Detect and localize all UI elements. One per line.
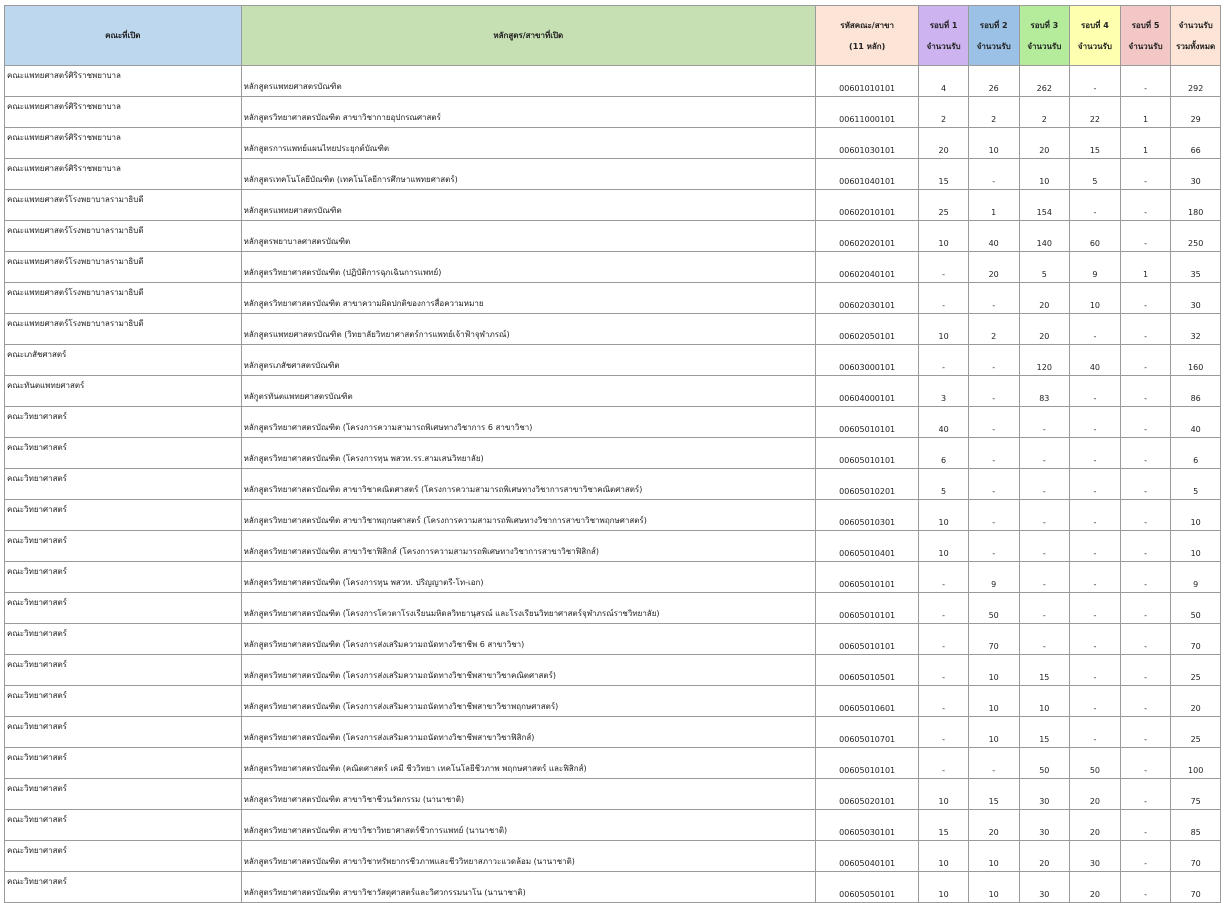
round1-cell: 10 bbox=[919, 221, 969, 252]
faculty-cell: คณะวิทยาศาสตร์ bbox=[5, 748, 242, 779]
round4-cell: - bbox=[1070, 500, 1121, 531]
round3-cell: 20 bbox=[1019, 283, 1070, 314]
round4-header bbox=[1070, 6, 1121, 66]
round3-cell: 83 bbox=[1019, 376, 1070, 407]
program-cell: หลักสูตรวิทยาศาสตรบัณฑิต (โครงการส่งเสริมความถนัดทางวิชาชีพ 6 สาขาวิชา) bbox=[241, 624, 815, 655]
total-cell: 70 bbox=[1171, 841, 1221, 872]
code-cell: 00605010601 bbox=[816, 686, 919, 717]
round2-cell: 9 bbox=[968, 562, 1019, 593]
total-cell: 25 bbox=[1171, 717, 1221, 748]
round3-cell: 30 bbox=[1019, 779, 1070, 810]
faculty-cell: คณะแพทยศาสตร์โรงพยาบาลรามาธิบดี bbox=[5, 221, 242, 252]
code-cell: 00602040101 bbox=[816, 252, 919, 283]
round2-cell: 10 bbox=[968, 841, 1019, 872]
round3-cell: 5 bbox=[1019, 252, 1070, 283]
total-cell: 66 bbox=[1171, 128, 1221, 159]
code-cell: 00605010201 bbox=[816, 469, 919, 500]
round4-cell: 40 bbox=[1070, 345, 1121, 376]
round5-cell: 1 bbox=[1120, 252, 1171, 283]
code-cell: 00605050101 bbox=[816, 872, 919, 903]
faculty-cell: คณะทันตแพทยศาสตร์ bbox=[5, 376, 242, 407]
round5-cell: - bbox=[1120, 221, 1171, 252]
round2-cell: 1 bbox=[968, 190, 1019, 221]
round4-cell: - bbox=[1070, 314, 1121, 345]
round2-cell: - bbox=[968, 748, 1019, 779]
program-cell: หลักสูตรวิทยาศาสตรบัณฑิต (โครงการส่งเสริมความถนัดทางวิชาชีพสาขาวิชาคณิตศาสตร์) bbox=[241, 655, 815, 686]
round1-cell: - bbox=[919, 748, 969, 779]
program-cell: หลักสูตรวิทยาศาสตรบัณฑิต สาขาความผิดปกติของการสื่อความหมาย bbox=[241, 283, 815, 314]
program-cell: หลักสูตรวิทยาศาสตรบัณฑิต สาขาวิชาวิทยาศาสตร์ชีวการแพทย์ (นานาชาติ) bbox=[241, 810, 815, 841]
faculty-cell: คณะวิทยาศาสตร์ bbox=[5, 531, 242, 562]
round1-cell: - bbox=[919, 562, 969, 593]
round2-header-label: รอบที่ 2 bbox=[979, 20, 1008, 30]
round4-cell: - bbox=[1070, 686, 1121, 717]
table-row bbox=[5, 283, 1221, 314]
code-header-sub: (11 หลัก) bbox=[849, 41, 886, 51]
round2-cell: 10 bbox=[968, 128, 1019, 159]
faculty-cell: คณะวิทยาศาสตร์ bbox=[5, 562, 242, 593]
round3-cell: 20 bbox=[1019, 314, 1070, 345]
total-cell: 75 bbox=[1171, 779, 1221, 810]
round1-header-label: รอบที่ 1 bbox=[929, 20, 958, 30]
total-cell: 30 bbox=[1171, 159, 1221, 190]
round5-cell: - bbox=[1120, 717, 1171, 748]
total-cell: 9 bbox=[1171, 562, 1221, 593]
round4-cell: - bbox=[1070, 531, 1121, 562]
total-cell: 86 bbox=[1171, 376, 1221, 407]
faculty-cell: คณะวิทยาศาสตร์ bbox=[5, 717, 242, 748]
round4-cell: 5 bbox=[1070, 159, 1121, 190]
code-header bbox=[816, 6, 919, 66]
round2-cell: 20 bbox=[968, 252, 1019, 283]
round1-cell: - bbox=[919, 593, 969, 624]
round2-header-sub: จำนวนรับ bbox=[976, 41, 1011, 51]
round5-cell: - bbox=[1120, 283, 1171, 314]
round4-cell: - bbox=[1070, 655, 1121, 686]
total-cell: 25 bbox=[1171, 655, 1221, 686]
code-cell: 00602030101 bbox=[816, 283, 919, 314]
round1-cell: - bbox=[919, 686, 969, 717]
round5-cell: - bbox=[1120, 841, 1171, 872]
round1-cell: - bbox=[919, 624, 969, 655]
round4-cell: 10 bbox=[1070, 283, 1121, 314]
round5-cell: - bbox=[1120, 438, 1171, 469]
total-cell: 10 bbox=[1171, 500, 1221, 531]
total-cell: 30 bbox=[1171, 283, 1221, 314]
faculty-cell: คณะวิทยาศาสตร์ bbox=[5, 655, 242, 686]
total-cell: 6 bbox=[1171, 438, 1221, 469]
faculty-cell: คณะแพทยศาสตร์โรงพยาบาลรามาธิบดี bbox=[5, 314, 242, 345]
round3-cell: - bbox=[1019, 407, 1070, 438]
program-cell: หลักสูตรวิทยาศาสตรบัณฑิต (คณิตศาสตร์ เคมี ชีววิทยา เทคโนโลยีชีวภาพ พฤกษศาสตร์ และฟิสิกส์) bbox=[241, 748, 815, 779]
code-cell: 00605010101 bbox=[816, 407, 919, 438]
table-row bbox=[5, 655, 1221, 686]
faculty-cell: คณะแพทยศาสตร์ศิริราชพยาบาล bbox=[5, 128, 242, 159]
table-row bbox=[5, 407, 1221, 438]
round5-cell: - bbox=[1120, 748, 1171, 779]
program-cell: หลักสูตรวิทยาศาสตรบัณฑิต สาขาวิชาวัสดุศาสตร์และวิศวกรรมนาโน (นานาชาติ) bbox=[241, 872, 815, 903]
total-cell: 70 bbox=[1171, 872, 1221, 903]
program-cell: หลักสูตรการแพทย์แผนไทยประยุกต์บัณฑิต bbox=[241, 128, 815, 159]
round4-cell: 9 bbox=[1070, 252, 1121, 283]
admission-quota-table bbox=[4, 5, 1221, 903]
table-row bbox=[5, 562, 1221, 593]
program-cell: หลักสูตรวิทยาศาสตรบัณฑิต (โครงการส่งเสริมความถนัดทางวิชาชีพสาขาวิชาพฤกษศาสตร์) bbox=[241, 686, 815, 717]
code-cell: 00605010101 bbox=[816, 438, 919, 469]
round4-cell: 20 bbox=[1070, 872, 1121, 903]
program-cell: หลักสูตรวิทยาศาสตรบัณฑิต สาขาวิชาฟิสิกส์ (โครงการความสามารถพิเศษทางวิชาการสาขาวิชาฟิสิกส์) bbox=[241, 531, 815, 562]
round4-cell: 60 bbox=[1070, 221, 1121, 252]
round1-header-sub: จำนวนรับ bbox=[926, 41, 961, 51]
round2-cell: 50 bbox=[968, 593, 1019, 624]
code-cell: 00605010101 bbox=[816, 748, 919, 779]
round1-cell: 10 bbox=[919, 531, 969, 562]
table-row bbox=[5, 66, 1221, 97]
round3-header-label: รอบที่ 3 bbox=[1030, 20, 1059, 30]
round1-header bbox=[919, 6, 969, 66]
round5-cell: - bbox=[1120, 407, 1171, 438]
round2-cell: - bbox=[968, 345, 1019, 376]
total-cell: 50 bbox=[1171, 593, 1221, 624]
program-cell: หลักสูตรวิทยาศาสตรบัณฑิต (โครงการทุน พสวท.รร.สามเสนวิทยาลัย) bbox=[241, 438, 815, 469]
round5-header bbox=[1120, 6, 1171, 66]
table-row bbox=[5, 593, 1221, 624]
round3-cell: 154 bbox=[1019, 190, 1070, 221]
round1-cell: 10 bbox=[919, 500, 969, 531]
total-cell: 160 bbox=[1171, 345, 1221, 376]
table-row bbox=[5, 810, 1221, 841]
program-cell: หลักสูตรวิทยาศาสตรบัณฑิต สาขาวิชาทรัพยากรชีวภาพและชีววิทยาสภาวะแวดล้อม (นานาชาติ) bbox=[241, 841, 815, 872]
faculty-header: คณะที่เปิด bbox=[5, 6, 242, 66]
round2-cell: - bbox=[968, 376, 1019, 407]
table-row bbox=[5, 128, 1221, 159]
faculty-cell: คณะวิทยาศาสตร์ bbox=[5, 810, 242, 841]
faculty-cell: คณะวิทยาศาสตร์ bbox=[5, 438, 242, 469]
round4-cell: 20 bbox=[1070, 779, 1121, 810]
total-cell: 32 bbox=[1171, 314, 1221, 345]
total-cell: 5 bbox=[1171, 469, 1221, 500]
round3-cell: 140 bbox=[1019, 221, 1070, 252]
round3-cell: - bbox=[1019, 593, 1070, 624]
round5-cell: - bbox=[1120, 66, 1171, 97]
table-body bbox=[5, 66, 1221, 903]
table-row bbox=[5, 314, 1221, 345]
table-row bbox=[5, 221, 1221, 252]
total-cell: 85 bbox=[1171, 810, 1221, 841]
total-header bbox=[1171, 6, 1221, 66]
program-cell: หลักสูตรวิทยาศาสตรบัณฑิต สาขาวิชาคณิตศาสตร์ (โครงการความสามารถพิเศษทางวิชาการสาขาวิชาคณิตศาสตร์) bbox=[241, 469, 815, 500]
round3-cell: 50 bbox=[1019, 748, 1070, 779]
round1-cell: 2 bbox=[919, 97, 969, 128]
round1-cell: - bbox=[919, 717, 969, 748]
round4-header-label: รอบที่ 4 bbox=[1081, 20, 1109, 30]
round1-cell: 20 bbox=[919, 128, 969, 159]
round1-cell: 10 bbox=[919, 314, 969, 345]
round1-cell: 5 bbox=[919, 469, 969, 500]
table-row bbox=[5, 345, 1221, 376]
table-row bbox=[5, 159, 1221, 190]
code-cell: 00605010101 bbox=[816, 624, 919, 655]
round5-cell: - bbox=[1120, 469, 1171, 500]
code-cell: 00605020101 bbox=[816, 779, 919, 810]
faculty-cell: คณะวิทยาศาสตร์ bbox=[5, 593, 242, 624]
faculty-cell: คณะวิทยาศาสตร์ bbox=[5, 469, 242, 500]
round1-cell: 10 bbox=[919, 872, 969, 903]
code-cell: 00605010101 bbox=[816, 593, 919, 624]
program-cell: หลักสูตรวิทยาศาสตรบัณฑิต (โครงการส่งเสริมความถนัดทางวิชาชีพสาขาวิชาฟิสิกส์) bbox=[241, 717, 815, 748]
header-row bbox=[5, 6, 1221, 66]
round3-cell: - bbox=[1019, 624, 1070, 655]
round5-cell: - bbox=[1120, 314, 1171, 345]
total-cell: 292 bbox=[1171, 66, 1221, 97]
round4-cell: - bbox=[1070, 717, 1121, 748]
code-cell: 00605040101 bbox=[816, 841, 919, 872]
code-cell: 00605010101 bbox=[816, 562, 919, 593]
round3-cell: 30 bbox=[1019, 872, 1070, 903]
round1-cell: - bbox=[919, 283, 969, 314]
faculty-cell: คณะแพทยศาสตร์โรงพยาบาลรามาธิบดี bbox=[5, 283, 242, 314]
faculty-cell: คณะวิทยาศาสตร์ bbox=[5, 841, 242, 872]
round2-cell: - bbox=[968, 283, 1019, 314]
table-row bbox=[5, 779, 1221, 810]
round5-cell: 1 bbox=[1120, 128, 1171, 159]
round5-cell: - bbox=[1120, 686, 1171, 717]
round3-cell: 10 bbox=[1019, 159, 1070, 190]
round3-cell: - bbox=[1019, 438, 1070, 469]
round5-cell: - bbox=[1120, 159, 1171, 190]
round1-cell: 4 bbox=[919, 66, 969, 97]
total-cell: 40 bbox=[1171, 407, 1221, 438]
round5-cell: - bbox=[1120, 810, 1171, 841]
round4-header-sub: จำนวนรับ bbox=[1077, 41, 1112, 51]
round4-cell: 50 bbox=[1070, 748, 1121, 779]
round3-cell: 120 bbox=[1019, 345, 1070, 376]
total-cell: 20 bbox=[1171, 686, 1221, 717]
total-cell: 29 bbox=[1171, 97, 1221, 128]
round2-cell: 20 bbox=[968, 810, 1019, 841]
round3-cell: 2 bbox=[1019, 97, 1070, 128]
table-row bbox=[5, 531, 1221, 562]
round4-cell: - bbox=[1070, 624, 1121, 655]
round4-cell: - bbox=[1070, 593, 1121, 624]
round1-cell: 10 bbox=[919, 779, 969, 810]
round2-cell: 10 bbox=[968, 655, 1019, 686]
round3-cell: 15 bbox=[1019, 655, 1070, 686]
faculty-cell: คณะวิทยาศาสตร์ bbox=[5, 500, 242, 531]
round2-cell: 26 bbox=[968, 66, 1019, 97]
table-row bbox=[5, 252, 1221, 283]
program-cell: หลักสูตรแพทยศาสตรบัณฑิต (วิทยาลัยวิทยาศาสตร์การแพทย์เจ้าฟ้าจุฬาภรณ์) bbox=[241, 314, 815, 345]
table-row bbox=[5, 469, 1221, 500]
round5-cell: - bbox=[1120, 562, 1171, 593]
program-cell: หลักสูตรเภสัชศาสตรบัณฑิต bbox=[241, 345, 815, 376]
round2-cell: - bbox=[968, 500, 1019, 531]
total-header-label: จำนวนรับ bbox=[1178, 20, 1213, 30]
code-cell: 00605010301 bbox=[816, 500, 919, 531]
code-cell: 00602020101 bbox=[816, 221, 919, 252]
table-row bbox=[5, 872, 1221, 903]
code-cell: 00605010501 bbox=[816, 655, 919, 686]
faculty-cell: คณะเภสัชศาสตร์ bbox=[5, 345, 242, 376]
round4-cell: - bbox=[1070, 469, 1121, 500]
round5-cell: - bbox=[1120, 190, 1171, 221]
program-cell: หลักสูตรวิทยาศาสตรบัณฑิต (ปฏิบัติการฉุกเฉินการแพทย์) bbox=[241, 252, 815, 283]
code-cell: 00601030101 bbox=[816, 128, 919, 159]
faculty-cell: คณะแพทยศาสตร์ศิริราชพยาบาล bbox=[5, 66, 242, 97]
table-row bbox=[5, 717, 1221, 748]
code-cell: 00605010701 bbox=[816, 717, 919, 748]
round4-cell: - bbox=[1070, 376, 1121, 407]
round2-cell: 10 bbox=[968, 686, 1019, 717]
total-cell: 10 bbox=[1171, 531, 1221, 562]
program-cell: หลักสูตรพยาบาลศาสตรบัณฑิต bbox=[241, 221, 815, 252]
table-row bbox=[5, 97, 1221, 128]
round1-cell: 25 bbox=[919, 190, 969, 221]
round4-cell: 15 bbox=[1070, 128, 1121, 159]
round3-header-sub: จำนวนรับ bbox=[1027, 41, 1062, 51]
round3-cell: - bbox=[1019, 531, 1070, 562]
program-cell: หลักสูตรวิทยาศาสตรบัณฑิต (โครงการทุน พสวท. ปริญญาตรี-โท-เอก) bbox=[241, 562, 815, 593]
table-row bbox=[5, 748, 1221, 779]
round3-cell: 10 bbox=[1019, 686, 1070, 717]
program-cell: หลักสูตรวิทยาศาสตรบัณฑิต (โครงการโควตาโรงเรียนมหิดลวิทยานุสรณ์ และโรงเรียนวิทยาศาสตร์จุฬาภรณ์ราชวิทยาลัย) bbox=[241, 593, 815, 624]
faculty-cell: คณะแพทยศาสตร์ศิริราชพยาบาล bbox=[5, 159, 242, 190]
round1-cell: 6 bbox=[919, 438, 969, 469]
code-cell: 00601010101 bbox=[816, 66, 919, 97]
round4-cell: - bbox=[1070, 438, 1121, 469]
table-row bbox=[5, 376, 1221, 407]
round5-header-label: รอบที่ 5 bbox=[1131, 20, 1160, 30]
faculty-cell: คณะแพทยศาสตร์โรงพยาบาลรามาธิบดี bbox=[5, 190, 242, 221]
faculty-cell: คณะวิทยาศาสตร์ bbox=[5, 624, 242, 655]
program-cell: หลักสูตรวิทยาศาสตรบัณฑิต สาขาวิชากายอุปกรณศาสตร์ bbox=[241, 97, 815, 128]
code-cell: 00601040101 bbox=[816, 159, 919, 190]
table-row bbox=[5, 438, 1221, 469]
round2-cell: - bbox=[968, 469, 1019, 500]
round3-cell: 262 bbox=[1019, 66, 1070, 97]
round2-cell: 10 bbox=[968, 872, 1019, 903]
total-cell: 35 bbox=[1171, 252, 1221, 283]
round3-header bbox=[1019, 6, 1070, 66]
round5-cell: - bbox=[1120, 376, 1171, 407]
total-cell: 180 bbox=[1171, 190, 1221, 221]
round2-cell: - bbox=[968, 531, 1019, 562]
round1-cell: - bbox=[919, 655, 969, 686]
code-cell: 00602010101 bbox=[816, 190, 919, 221]
round4-cell: - bbox=[1070, 190, 1121, 221]
round1-cell: - bbox=[919, 252, 969, 283]
round2-cell: - bbox=[968, 438, 1019, 469]
round1-cell: 3 bbox=[919, 376, 969, 407]
round2-cell: 2 bbox=[968, 314, 1019, 345]
code-cell: 00602050101 bbox=[816, 314, 919, 345]
round4-cell: 30 bbox=[1070, 841, 1121, 872]
program-cell: หลักสูตรเทคโนโลยีบัณฑิต (เทคโนโลยีการศึกษาแพทยศาสตร์) bbox=[241, 159, 815, 190]
round4-cell: 20 bbox=[1070, 810, 1121, 841]
round2-cell: - bbox=[968, 159, 1019, 190]
faculty-cell: คณะวิทยาศาสตร์ bbox=[5, 686, 242, 717]
program-cell: หลักสูตรแพทยศาสตรบัณฑิต bbox=[241, 190, 815, 221]
round5-cell: - bbox=[1120, 872, 1171, 903]
round3-cell: 20 bbox=[1019, 841, 1070, 872]
program-cell: หลักสูตรวิทยาศาสตรบัณฑิต สาขาวิชาพฤกษศาสตร์ (โครงการความสามารถพิเศษทางวิชาการสาขาวิชาพฤกษศาสตร์) bbox=[241, 500, 815, 531]
round3-cell: 30 bbox=[1019, 810, 1070, 841]
program-cell: หลักูตรทันตแพทยศาสตรบัณฑิต bbox=[241, 376, 815, 407]
round5-cell: - bbox=[1120, 779, 1171, 810]
total-cell: 250 bbox=[1171, 221, 1221, 252]
table-row bbox=[5, 500, 1221, 531]
round5-cell: - bbox=[1120, 531, 1171, 562]
faculty-cell: คณะแพทยศาสตร์โรงพยาบาลรามาธิบดี bbox=[5, 252, 242, 283]
round5-header-sub: จำนวนรับ bbox=[1128, 41, 1163, 51]
round3-cell: 15 bbox=[1019, 717, 1070, 748]
round2-cell: 40 bbox=[968, 221, 1019, 252]
program-cell: หลักสูตรวิทยาศาสตรบัณฑิต (โครงการความสามารถพิเศษทางวิชาการ 6 สาขาวิชา) bbox=[241, 407, 815, 438]
table-row bbox=[5, 190, 1221, 221]
round2-cell: 10 bbox=[968, 717, 1019, 748]
round3-cell: - bbox=[1019, 562, 1070, 593]
faculty-cell: คณะวิทยาศาสตร์ bbox=[5, 779, 242, 810]
round4-cell: - bbox=[1070, 66, 1121, 97]
round2-cell: 2 bbox=[968, 97, 1019, 128]
admission-table-container bbox=[4, 5, 1221, 903]
total-cell: 100 bbox=[1171, 748, 1221, 779]
code-cell: 00603000101 bbox=[816, 345, 919, 376]
round2-cell: 15 bbox=[968, 779, 1019, 810]
round1-cell: 40 bbox=[919, 407, 969, 438]
round4-cell: - bbox=[1070, 562, 1121, 593]
faculty-cell: คณะวิทยาศาสตร์ bbox=[5, 407, 242, 438]
code-header-label: รหัสคณะ/สาขา bbox=[840, 20, 895, 30]
program-header: หลักสูตร/สาขาที่เปิด bbox=[241, 6, 815, 66]
round2-header bbox=[968, 6, 1019, 66]
round5-cell: - bbox=[1120, 655, 1171, 686]
round4-cell: 22 bbox=[1070, 97, 1121, 128]
table-row bbox=[5, 841, 1221, 872]
round3-cell: - bbox=[1019, 500, 1070, 531]
round2-cell: - bbox=[968, 407, 1019, 438]
faculty-cell: คณะแพทยศาสตร์ศิริราชพยาบาล bbox=[5, 97, 242, 128]
round1-cell: - bbox=[919, 345, 969, 376]
round5-cell: - bbox=[1120, 345, 1171, 376]
round5-cell: 1 bbox=[1120, 97, 1171, 128]
round5-cell: - bbox=[1120, 624, 1171, 655]
round1-cell: 10 bbox=[919, 841, 969, 872]
code-cell: 00605030101 bbox=[816, 810, 919, 841]
table-row bbox=[5, 624, 1221, 655]
code-cell: 00604000101 bbox=[816, 376, 919, 407]
round3-cell: 20 bbox=[1019, 128, 1070, 159]
round2-cell: 70 bbox=[968, 624, 1019, 655]
program-cell: หลักสูตรแพทยศาสตรบัณฑิต bbox=[241, 66, 815, 97]
total-header-sub: รวมทั้งหมด bbox=[1176, 41, 1216, 51]
code-cell: 00605010401 bbox=[816, 531, 919, 562]
round5-cell: - bbox=[1120, 593, 1171, 624]
round5-cell: - bbox=[1120, 500, 1171, 531]
round1-cell: 15 bbox=[919, 810, 969, 841]
faculty-cell: คณะวิทยาศาสตร์ bbox=[5, 872, 242, 903]
total-cell: 70 bbox=[1171, 624, 1221, 655]
code-cell: 00611000101 bbox=[816, 97, 919, 128]
program-cell: หลักสูตรวิทยาศาสตรบัณฑิต สาขาวิชาชีวนวัตกรรม (นานาชาติ) bbox=[241, 779, 815, 810]
round1-cell: 15 bbox=[919, 159, 969, 190]
table-row bbox=[5, 686, 1221, 717]
round3-cell: - bbox=[1019, 469, 1070, 500]
round4-cell: - bbox=[1070, 407, 1121, 438]
